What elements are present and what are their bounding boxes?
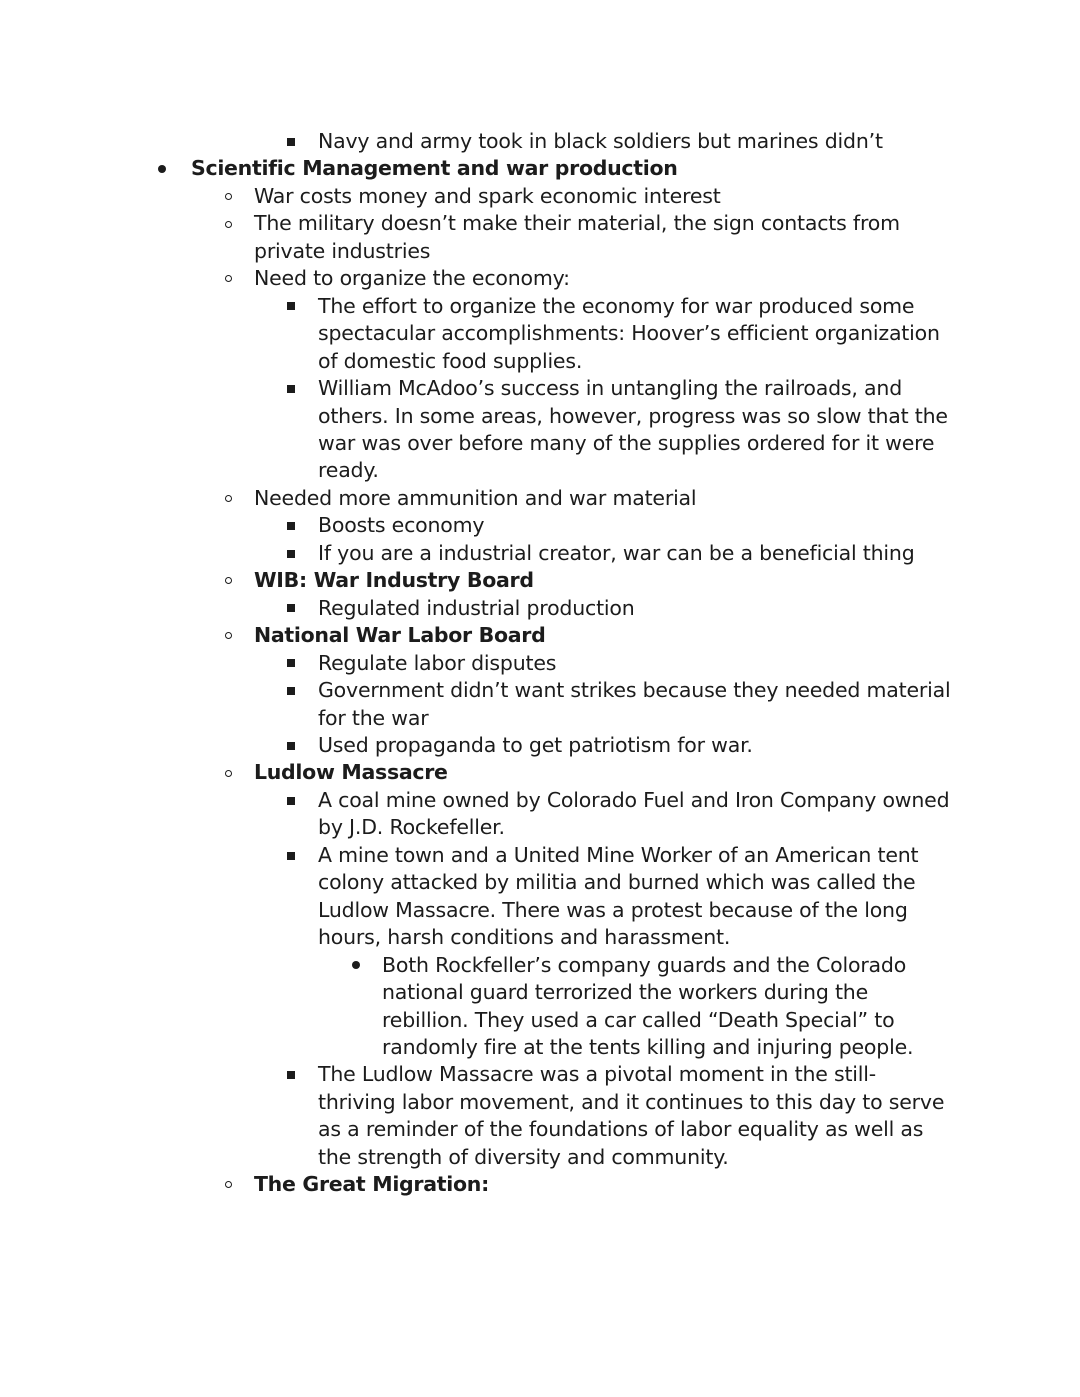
square-bullet-icon	[284, 595, 298, 622]
circle-bullet-icon	[221, 485, 235, 512]
list-item-heading	[0, 759, 951, 786]
list-item-text: Scientific Management and war production	[191, 156, 678, 181]
disc-bullet-icon	[155, 155, 169, 182]
list-item	[0, 540, 953, 567]
list-item-text: Boosts economy	[318, 513, 485, 538]
list-item-text: The military doesn’t make their material, the sign contacts from private industries	[254, 211, 900, 263]
list-item-text: Navy and army took in black soldiers but marines didn’t	[318, 129, 883, 153]
list-item-text: The Ludlow Massacre was a pivotal moment in the still-thriving labor movement, and it continues to this day to serve as a reminder of the foundations of labor equality as well as the strength of diversity and community.	[318, 1062, 945, 1169]
list-item-heading	[0, 1171, 951, 1198]
list-item-text: Need to organize the economy:	[254, 266, 570, 291]
square-bullet-icon	[284, 128, 298, 155]
document-page	[0, 128, 1080, 1199]
list-item	[0, 595, 953, 622]
square-bullet-icon	[284, 677, 298, 704]
disc-bullet-icon	[349, 952, 363, 979]
list-item	[0, 512, 953, 539]
square-bullet-icon	[284, 375, 298, 402]
circle-bullet-icon	[221, 265, 235, 292]
list-item	[0, 293, 953, 375]
list-item-heading	[0, 155, 951, 182]
list-item-heading	[0, 567, 951, 594]
list-item	[0, 1061, 953, 1171]
list-item-text: National War Labor Board	[254, 623, 546, 648]
square-bullet-icon	[284, 787, 298, 814]
list-item	[0, 210, 951, 265]
list-item-text: Ludlow Massacre	[254, 760, 448, 785]
circle-bullet-icon	[221, 567, 235, 594]
list-item-text: Both Rockfeller’s company guards and the Colorado national guard terrorized the workers during the rebillion. They used a car called “Death Special” to randomly fire at the tents killing and injuring people.	[382, 952, 914, 1059]
square-bullet-icon	[284, 293, 298, 320]
list-item	[0, 375, 953, 485]
list-item-text: A coal mine owned by Colorado Fuel and Iron Company owned by J.D. Rockefeller.	[318, 787, 950, 840]
list-item	[0, 677, 953, 732]
list-item	[0, 128, 953, 155]
list-item	[0, 183, 951, 210]
list-item-text: Needed more ammunition and war material	[254, 485, 697, 510]
circle-bullet-icon	[221, 622, 235, 649]
list-item-text: The Great Migration:	[254, 1172, 489, 1197]
list-item-text: WIB: War Industry Board	[254, 568, 534, 593]
list-item-text: William McAdoo’s success in untangling the railroads, and others. In some areas, however, progress was so slow that the war was over before many of the supplies ordered for it were ready.	[318, 376, 948, 483]
list-item	[0, 842, 953, 952]
list-item	[0, 485, 951, 512]
circle-bullet-icon	[221, 759, 235, 786]
list-item-text: War costs money and spark economic interest	[254, 183, 721, 208]
square-bullet-icon	[284, 512, 298, 539]
circle-bullet-icon	[221, 1171, 235, 1198]
square-bullet-icon	[284, 540, 298, 567]
list-item	[0, 265, 951, 292]
list-item	[0, 650, 953, 677]
list-item	[0, 732, 953, 759]
list-item-text: Regulate labor disputes	[318, 650, 557, 675]
square-bullet-icon	[284, 732, 298, 759]
list-item-text: Regulated industrial production	[318, 595, 635, 620]
square-bullet-icon	[284, 1061, 298, 1088]
circle-bullet-icon	[221, 183, 235, 210]
list-item-text: A mine town and a United Mine Worker of an American tent colony attacked by militia and burned which was called the Ludlow Massacre. There was a protest because of the long hours, harsh conditions and harassment.	[318, 842, 919, 950]
square-bullet-icon	[284, 842, 298, 869]
list-item-text: If you are a industrial creator, war can be a beneficial thing	[318, 540, 915, 565]
circle-bullet-icon	[221, 210, 235, 237]
square-bullet-icon	[284, 650, 298, 677]
list-item	[0, 787, 953, 842]
list-item-text: The effort to organize the economy for war produced some spectacular accomplishments: Hoover’s efficient organization of domestic food supplies.	[318, 293, 940, 373]
list-item-heading	[0, 622, 951, 649]
list-item-text: Used propaganda to get patriotism for war.	[318, 732, 753, 757]
list-item	[0, 952, 942, 1062]
list-item-text: Government didn’t want strikes because they needed material for the war	[318, 678, 951, 730]
